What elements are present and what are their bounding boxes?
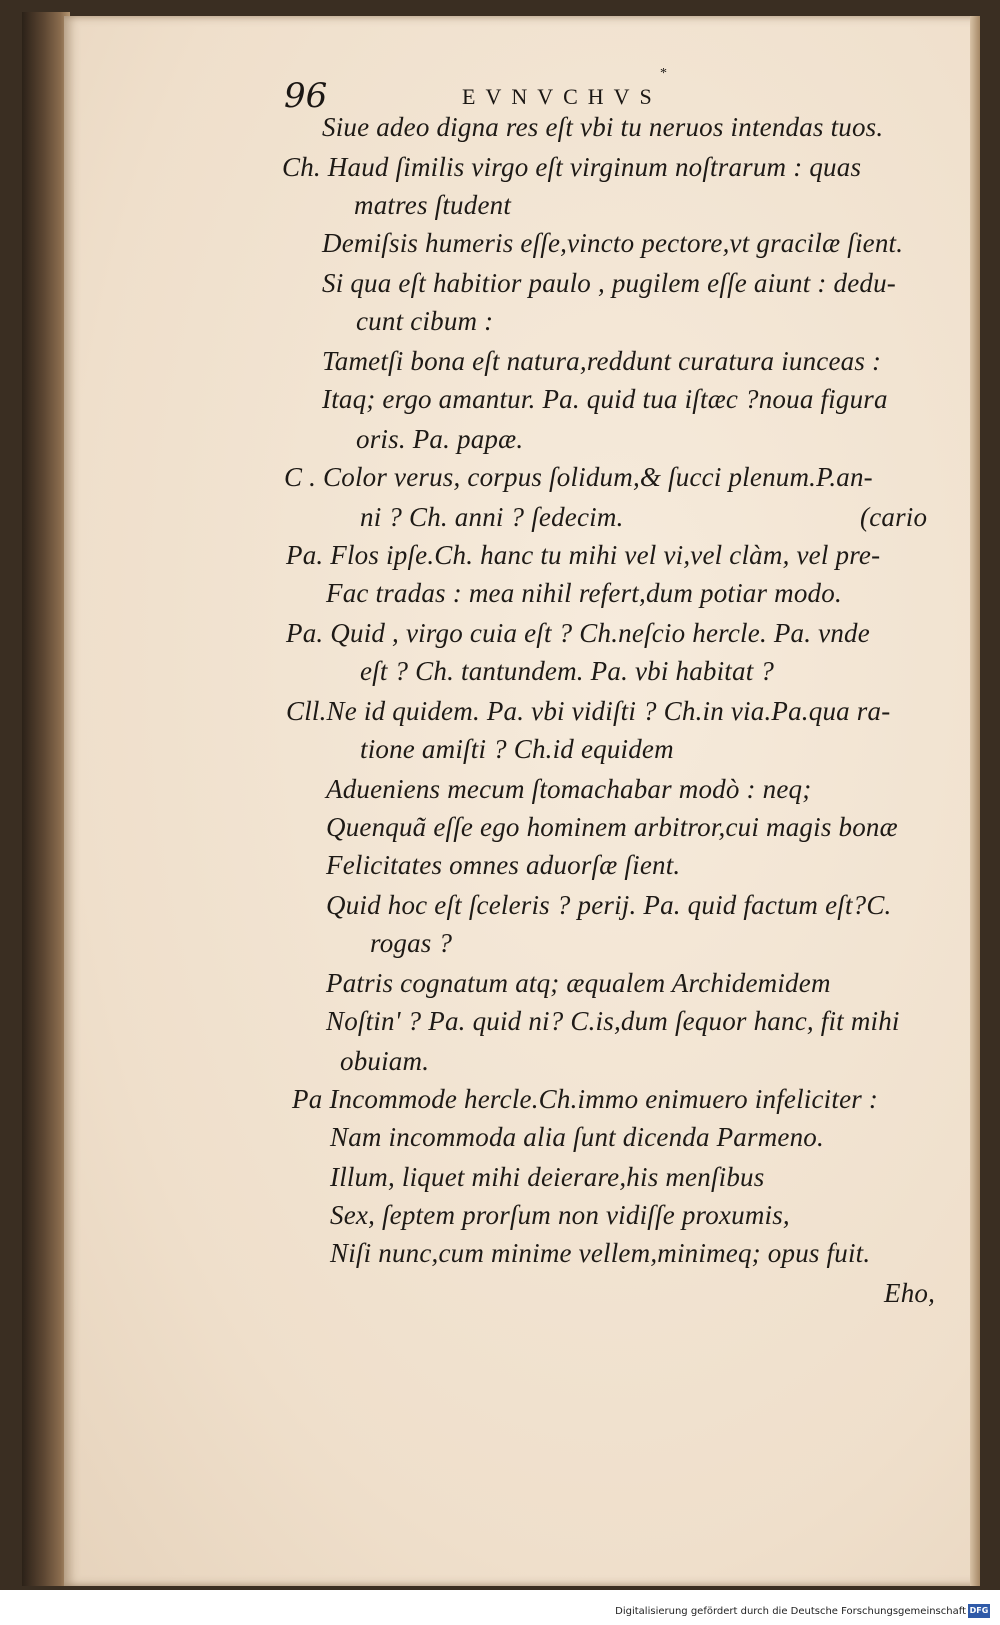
text-line: Siue adeo digna res eſt vbi tu neruos intendas tuos. — [322, 112, 884, 142]
book-binding-edge — [22, 12, 70, 1586]
text-line: C . Color verus, corpus ſolidum,& ſucci plenum.P.an- — [284, 462, 873, 492]
text-line: Felicitates omnes aduorſæ ſient. — [326, 850, 681, 880]
text-line: Tametſi bona eſt natura,reddunt curatura iunceas : — [322, 346, 882, 376]
text-line: obuiam. — [340, 1046, 430, 1076]
text-line: Eho, — [884, 1278, 936, 1308]
dfg-logo: DFG — [968, 1604, 990, 1618]
text-line: Illum, liquet mihi deierare,his menſibus — [330, 1162, 765, 1192]
text-line: rogas ? — [370, 928, 453, 958]
text-line: Itaq; ergo amantur. Pa. quid tua iſtæc ?noua figura — [322, 384, 888, 414]
text-line: ni ? Ch. anni ? ſedecim. — [360, 502, 624, 532]
asterisk-mark: * — [660, 66, 667, 81]
text-line: oris. Pa. papæ. — [356, 424, 524, 454]
text-line: Si qua eſt habitior paulo , pugilem eſſe aiunt : dedu- — [322, 268, 896, 298]
text-line: tione amiſti ? Ch.id equidem — [360, 734, 674, 764]
text-line: eſt ? Ch. tantundem. Pa. vbi habitat ? — [360, 656, 775, 686]
text-line: Pa Incommode hercle.Ch.immo enimuero infeliciter : — [292, 1084, 879, 1114]
funding-note: Digitalisierung gefördert durch die Deutsche Forschungsgemeinschaft — [615, 1606, 966, 1617]
text-line: Fac tradas : mea nihil refert,dum potiar modo. — [326, 578, 842, 608]
text-line: matres ſtudent — [354, 190, 512, 220]
text-line: Cll.Ne id quidem. Pa. vbi vidiſti ? Ch.in via.Pa.qua ra- — [286, 696, 891, 726]
text-line: Ch. Haud ſimilis virgo eſt virginum noſtrarum : quas — [282, 152, 862, 182]
running-title: EVNVCHVS — [462, 84, 662, 109]
text-line: Noſtin' ? Pa. quid ni? C.is,dum ſequor hanc, fit mihi — [326, 1006, 900, 1036]
text-line: Nam incommoda alia ſunt dicenda Parmeno. — [330, 1122, 824, 1152]
text-line: Pa. Flos ipſe.Ch. hanc tu mihi vel vi,vel clàm, vel pre- — [286, 540, 881, 570]
text-line: Demiſsis humeris eſſe,vincto pectore,vt gracilæ ſient. — [322, 228, 904, 258]
text-line: Quid hoc eſt ſceleris ? perij. Pa. quid factum eſt?C. — [326, 890, 892, 920]
text-line: Sex, ſeptem prorſum non vidiſſe proxumis, — [330, 1200, 790, 1230]
text-line: Adueniens mecum ſtomachabar modò : neq; — [326, 774, 812, 804]
book-page — [64, 16, 980, 1586]
text-line: (cario — [860, 502, 928, 532]
text-line: Pa. Quid , virgo cuia eſt ? Ch.neſcio hercle. Pa. vnde — [286, 618, 870, 648]
text-line: cunt cibum : — [356, 306, 494, 336]
text-line: Patris cognatum atq; æqualem Archidemidem — [326, 968, 831, 998]
text-line: Niſi nunc,cum minime vellem,minimeq; opus fuit. — [330, 1238, 871, 1268]
page-edge — [970, 16, 980, 1586]
page-number: 96 — [284, 76, 328, 116]
page-header — [284, 76, 1000, 116]
text-line: Quenquã eſſe ego hominem arbitror,cui magis bonæ — [326, 812, 898, 842]
